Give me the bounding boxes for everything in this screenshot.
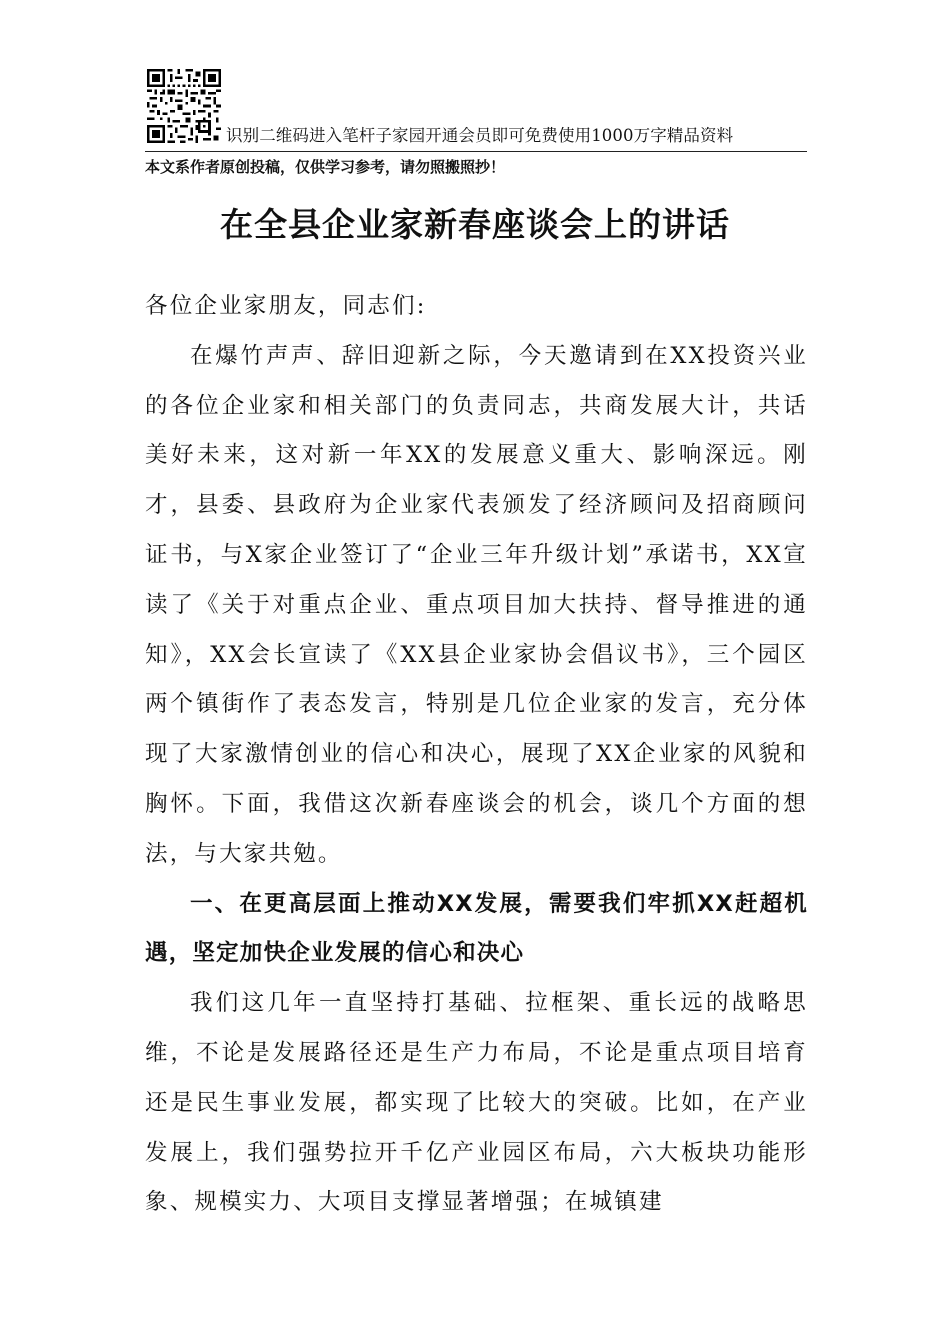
body-paragraph: 在爆竹声声、辞旧迎新之际，今天邀请到在XX投资兴业的各位企业家和相关部门的负责同志，共商发展大计，共话美好未来，这对新一年XX的发展意义重大、影响深远。刚才，县委、县政府为企业家代表颁发了经济顾问及招商顾问证书，与X家企业签订了“企业三年升级计划”承诺书，XX宣读了《关于对重点企业、重点项目加大扶持、督导推进的通知》，XX会长宣读了《XX县企业家协会倡议书》，三个园区两个镇街作了表态发言，特别是几位企业家的发言，充分体现了大家激情创业的信心和决心，展现了XX企业家的风貌和胸怀。下面，我借这次新春座谈会的机会，谈几个方面的想法，与大家共勉。 (145, 342, 808, 867)
section-heading: 一、在更高层面上推动XX发展，需要我们牢抓XX赶超机遇，坚定加快企业发展的信心和决心 (145, 890, 808, 967)
body-paragraph: 我们这几年一直坚持打基础、拉框架、重长远的战略思维，不论是发展路径还是生产力布局，不论是重点项目培育还是民生事业发展，都实现了比较大的突破。比如，在产业发展上，我们强势拉开千亿产业园区布局，六大板块功能形象、规模实力、大项目支撑显著增强；在城镇建 (145, 990, 808, 1216)
document-body (145, 282, 808, 1228)
qr-code-icon[interactable] (147, 69, 221, 143)
salutation: 各位企业家朋友，同志们: (145, 293, 427, 319)
document-title: 在全县企业家新春座谈会上的讲话 (220, 205, 730, 245)
promo-banner-text: 识别二维码进入笔杆子家园开通会员即可免费使用1000万字精品资料 (226, 126, 734, 145)
copyright-notice: 本文系作者原创投稿，仅供学习参考，请勿照搬照抄！ (145, 158, 506, 176)
header-divider (145, 151, 807, 152)
